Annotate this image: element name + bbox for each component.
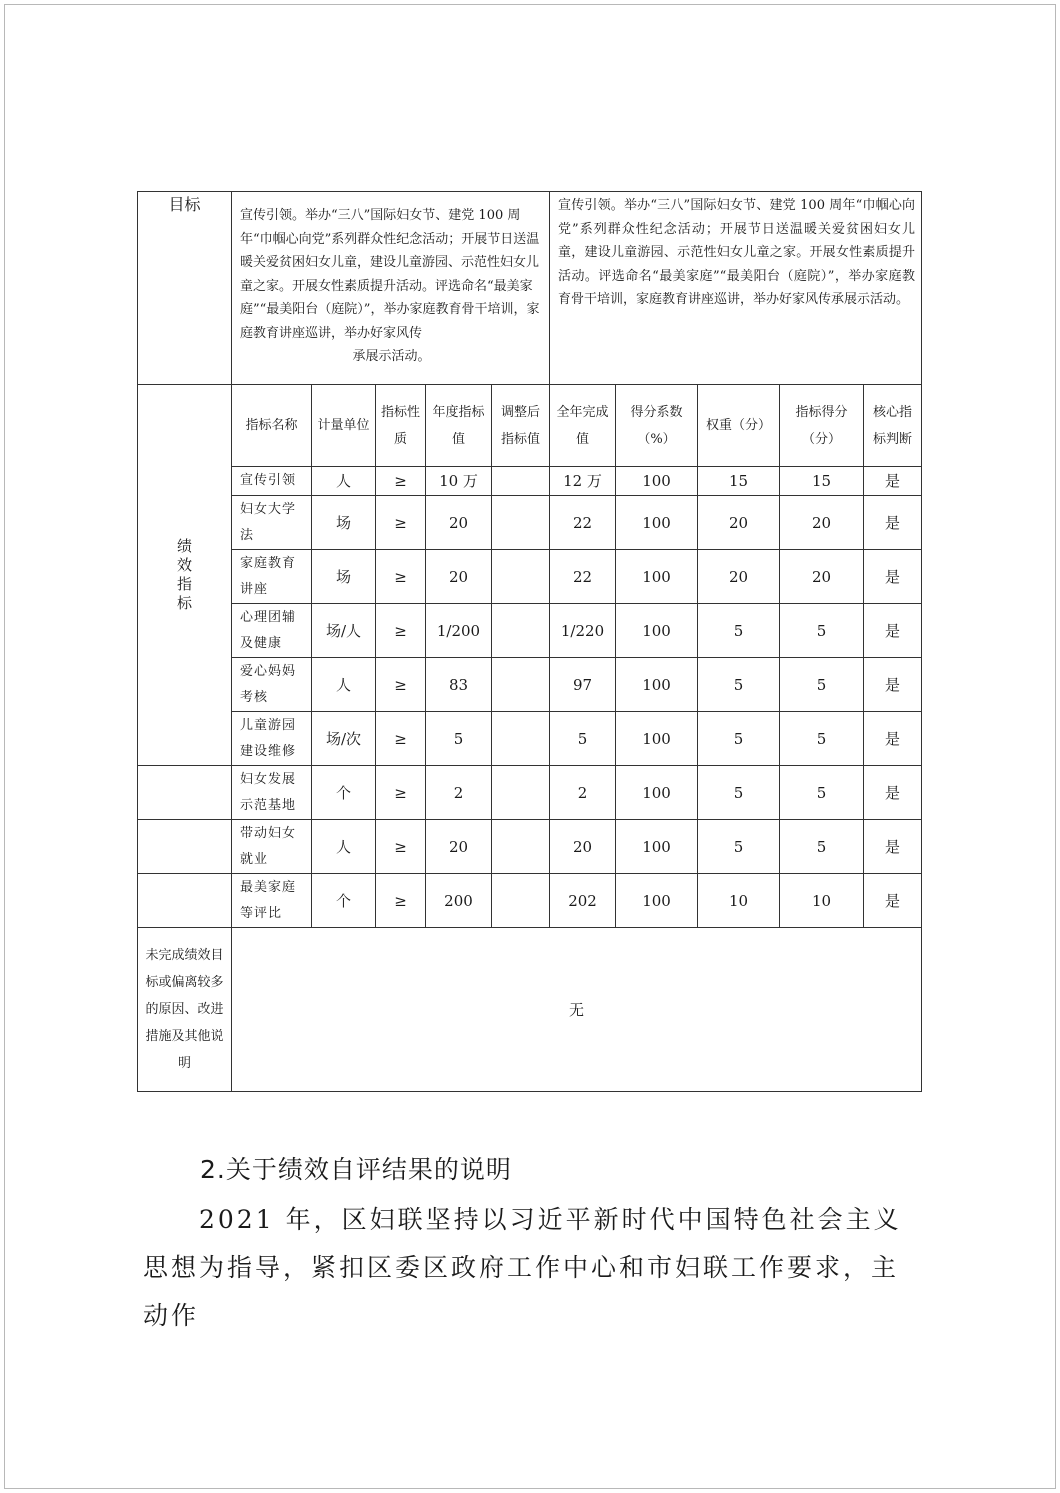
cell-score: 20: [780, 496, 864, 550]
cell-completed: 12 万: [550, 467, 616, 496]
cell-completed: 20: [550, 820, 616, 874]
cell-annual: 5: [426, 712, 492, 766]
cell-unit: 场/次: [312, 712, 376, 766]
cell-adjusted: [492, 496, 550, 550]
cell-unit: 个: [312, 874, 376, 928]
table-row: [138, 467, 922, 496]
cell-coef: 100: [616, 467, 698, 496]
notes-row: [138, 928, 922, 1092]
cell-core: 是: [864, 766, 922, 820]
cell-adjusted: [492, 712, 550, 766]
header-core: 核心指标判断: [864, 385, 922, 467]
cell-score: 5: [780, 658, 864, 712]
table-row: [138, 658, 922, 712]
goal-actual-text: 宣传引领。举办“三八”国际妇女节、建党 100 周年“巾帼心向党”系列群众性纪念活动；开展节日送温暖关爱贫困妇女儿童，建设儿童游园、示范性妇女儿童之家。开展女性素质提升活动。评选命名“最美家庭”“最美阳台（庭院）”，举办家庭教育骨干培训，家庭教育讲座巡讲，举办好家风传承展示活动。: [550, 192, 922, 385]
goal-planned-main: 宣传引领。举办“三八”国际妇女节、建党 100 周年“巾帼心向党”系列群众性纪念活动；开展节日送温暖关爱贫困妇女儿童，建设儿童游园、示范性妇女儿童之家。开展女性素质提升活动。评选命名“最美家庭”“最美阳台（庭院）”，举办家庭教育骨干培训，家庭教育讲座巡讲，举办好家风传: [240, 208, 540, 341]
blank-side-cell: [138, 820, 232, 874]
table-row: [138, 820, 922, 874]
goal-label: 目标: [138, 192, 232, 385]
cell-adjusted: [492, 766, 550, 820]
cell-nature: ≥: [376, 874, 426, 928]
table-row: [138, 604, 922, 658]
side-label-char: 指: [176, 575, 192, 593]
cell-score: 15: [780, 467, 864, 496]
cell-coef: 100: [616, 766, 698, 820]
cell-unit: 人: [312, 658, 376, 712]
cell-weight: 15: [698, 467, 780, 496]
header-score: 指标得分（分）: [780, 385, 864, 467]
table-row: [138, 550, 922, 604]
header-annual: 年度指标值: [426, 385, 492, 467]
cell-coef: 100: [616, 604, 698, 658]
cell-name: 家庭教育讲座: [232, 550, 312, 604]
section-heading: 2.关于绩效自评结果的说明: [200, 1155, 512, 1184]
cell-score: 5: [780, 604, 864, 658]
cell-nature: ≥: [376, 766, 426, 820]
cell-annual: 83: [426, 658, 492, 712]
table-row: [138, 712, 922, 766]
cell-annual: 200: [426, 874, 492, 928]
cell-name: 爱心妈妈考核: [232, 658, 312, 712]
cell-unit: 场: [312, 550, 376, 604]
cell-completed: 202: [550, 874, 616, 928]
notes-label: 未完成绩效目标或偏离较多的原因、改进措施及其他说明: [138, 928, 232, 1092]
cell-nature: ≥: [376, 604, 426, 658]
cell-name: 儿童游园建设维修: [232, 712, 312, 766]
blank-side-cell: [138, 874, 232, 928]
cell-weight: 10: [698, 874, 780, 928]
cell-weight: 5: [698, 766, 780, 820]
cell-core: 是: [864, 496, 922, 550]
cell-core: 是: [864, 604, 922, 658]
cell-name: 宣传引领: [232, 467, 312, 496]
cell-score: 5: [780, 766, 864, 820]
cell-core: 是: [864, 550, 922, 604]
cell-coef: 100: [616, 658, 698, 712]
table-row: [138, 766, 922, 820]
cell-name: 心理团辅及健康: [232, 604, 312, 658]
cell-unit: 人: [312, 467, 376, 496]
cell-weight: 5: [698, 820, 780, 874]
cell-completed: 2: [550, 766, 616, 820]
header-completed: 全年完成值: [550, 385, 616, 467]
cell-annual: 20: [426, 550, 492, 604]
cell-completed: 1/220: [550, 604, 616, 658]
cell-coef: 100: [616, 874, 698, 928]
cell-annual: 20: [426, 820, 492, 874]
notes-value: 无: [232, 928, 922, 1092]
cell-adjusted: [492, 467, 550, 496]
cell-weight: 5: [698, 604, 780, 658]
blank-side-cell: [138, 766, 232, 820]
cell-completed: 97: [550, 658, 616, 712]
header-unit: 计量单位: [312, 385, 376, 467]
performance-table: [137, 191, 922, 1092]
cell-adjusted: [492, 604, 550, 658]
cell-name: 妇女发展示范基地: [232, 766, 312, 820]
cell-completed: 5: [550, 712, 616, 766]
cell-nature: ≥: [376, 658, 426, 712]
cell-nature: ≥: [376, 712, 426, 766]
cell-weight: 20: [698, 550, 780, 604]
cell-annual: 1/200: [426, 604, 492, 658]
cell-core: 是: [864, 874, 922, 928]
side-label-char: 绩: [176, 537, 192, 555]
cell-unit: 人: [312, 820, 376, 874]
header-weight: 权重（分）: [698, 385, 780, 467]
cell-nature: ≥: [376, 496, 426, 550]
cell-completed: 22: [550, 550, 616, 604]
cell-coef: 100: [616, 820, 698, 874]
cell-coef: 100: [616, 712, 698, 766]
cell-core: 是: [864, 820, 922, 874]
goal-planned-text: [232, 192, 550, 385]
header-nature: 指标性质: [376, 385, 426, 467]
indicators-side-label: [138, 385, 232, 766]
cell-completed: 22: [550, 496, 616, 550]
cell-unit: 场/人: [312, 604, 376, 658]
table-row: [138, 496, 922, 550]
section-paragraph: 2021 年，区妇联坚持以习近平新时代中国特色社会主义思想为指导，紧扣区委区政府工作中心和市妇联工作要求，主动作: [143, 1205, 902, 1330]
cell-coef: 100: [616, 550, 698, 604]
header-name: 指标名称: [232, 385, 312, 467]
cell-score: 10: [780, 874, 864, 928]
cell-adjusted: [492, 874, 550, 928]
indicator-header-row: [138, 385, 922, 467]
cell-annual: 20: [426, 496, 492, 550]
cell-unit: 场: [312, 496, 376, 550]
cell-annual: 10 万: [426, 467, 492, 496]
header-adjusted: 调整后指标值: [492, 385, 550, 467]
header-coef: 得分系数（%）: [616, 385, 698, 467]
cell-adjusted: [492, 658, 550, 712]
cell-weight: 5: [698, 712, 780, 766]
cell-core: 是: [864, 467, 922, 496]
cell-score: 5: [780, 712, 864, 766]
cell-name: 带动妇女就业: [232, 820, 312, 874]
goal-row: [138, 192, 922, 385]
cell-score: 20: [780, 550, 864, 604]
table-row: [138, 874, 922, 928]
goal-planned-last: 承展示活动。: [352, 349, 431, 364]
cell-adjusted: [492, 550, 550, 604]
side-label-char: 标: [176, 594, 192, 612]
cell-nature: ≥: [376, 550, 426, 604]
cell-coef: 100: [616, 496, 698, 550]
cell-weight: 20: [698, 496, 780, 550]
cell-nature: ≥: [376, 467, 426, 496]
cell-weight: 5: [698, 658, 780, 712]
cell-annual: 2: [426, 766, 492, 820]
side-label-char: 效: [176, 556, 192, 574]
cell-name: 妇女大学法: [232, 496, 312, 550]
cell-name: 最美家庭等评比: [232, 874, 312, 928]
cell-score: 5: [780, 820, 864, 874]
cell-core: 是: [864, 712, 922, 766]
cell-core: 是: [864, 658, 922, 712]
cell-nature: ≥: [376, 820, 426, 874]
cell-unit: 个: [312, 766, 376, 820]
cell-adjusted: [492, 820, 550, 874]
